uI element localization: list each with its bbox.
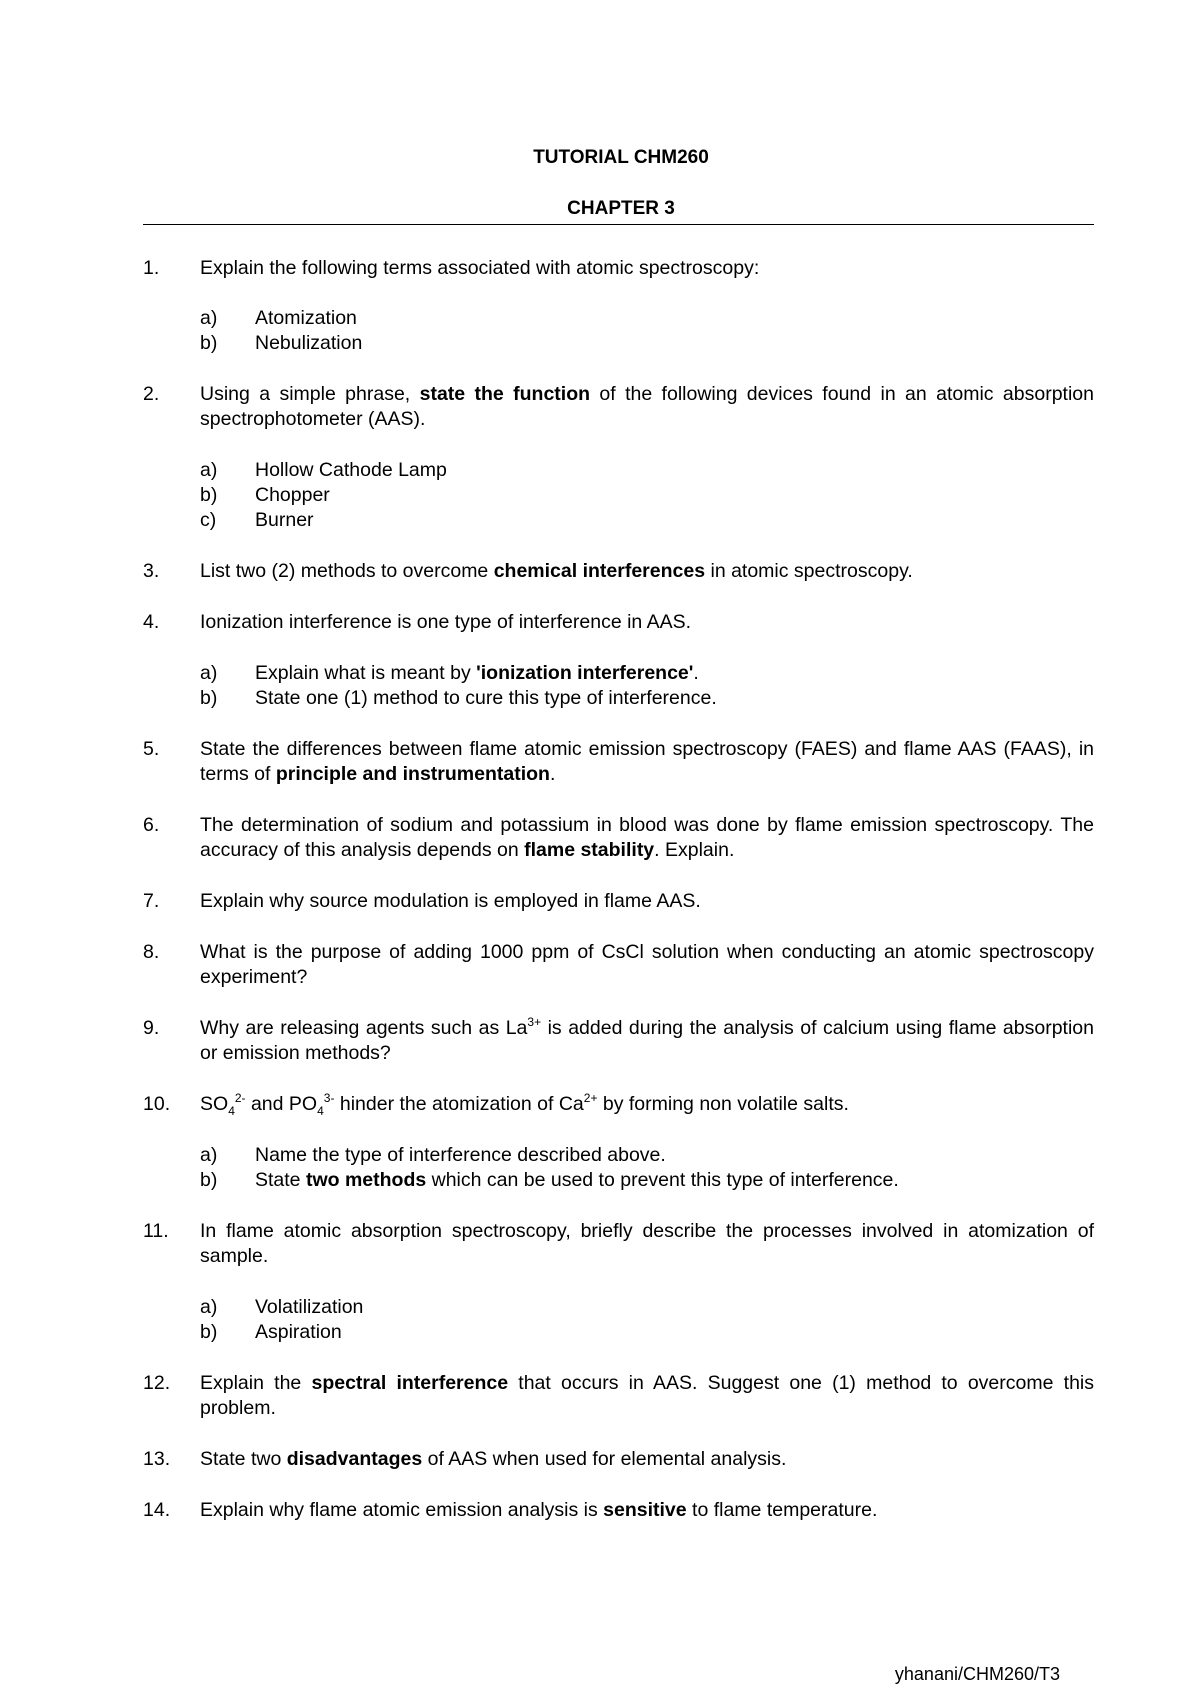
question-text: In flame atomic absorption spectroscopy, briefly describe the processes involved in atomization of sample.: [200, 1220, 1094, 1267]
question-7: [143, 889, 1094, 914]
question-text: List two (2) methods to overcome chemical interferences in atomic spectroscopy.: [200, 560, 913, 582]
part-text: Volatilization: [255, 1296, 364, 1318]
question-12: [143, 1371, 1094, 1421]
question-2-part-c: [200, 508, 1094, 533]
question-9: [143, 1016, 1094, 1066]
question-number: 11.: [143, 1220, 169, 1242]
emphasis: sensitive: [603, 1499, 687, 1521]
charge-superscript: 3+: [527, 1015, 542, 1029]
emphasis: state the function: [419, 383, 591, 405]
part-label: b): [200, 484, 218, 506]
question-1-part-b: [200, 331, 1094, 356]
question-4-part-b: [200, 686, 1094, 711]
question-number: 12.: [143, 1372, 171, 1394]
question-number: 10.: [143, 1093, 171, 1115]
question-number: 3.: [143, 560, 160, 582]
question-text: Why are releasing agents such as $La^{3+}$ is added during the analysis of calcium using flame absorption or emission methods?: [200, 1015, 1094, 1064]
part-label: b): [200, 1169, 218, 1191]
chapter-heading: CHAPTER 3: [567, 198, 675, 219]
emphasis: two methods: [305, 1169, 427, 1191]
part-label: a): [200, 459, 218, 481]
question-text: Explain why flame atomic emission analysis is sensitive to flame temperature.: [200, 1499, 878, 1521]
part-label: a): [200, 662, 218, 684]
question-text: State the differences between flame atomic emission spectroscopy (FAES) and flame AAS (FAAS), in terms of principle and instrumentation.: [200, 738, 1094, 785]
question-11: [143, 1219, 1094, 1269]
question-4-part-a: [200, 661, 1094, 686]
part-text: Nebulization: [255, 332, 363, 354]
emphasis: 'ionization interference': [476, 662, 694, 684]
part-text: State two methods which can be used to prevent this type of interference.: [255, 1169, 899, 1191]
question-11-part-b: [200, 1320, 1094, 1345]
question-text: Explain the spectral interference that occurs in AAS. Suggest one (1) method to overcome this problem.: [200, 1372, 1094, 1419]
question-text: The determination of sodium and potassium in blood was done by flame emission spectroscopy. The accuracy of this analysis depends on flame stability. Explain.: [200, 814, 1094, 861]
part-label: b): [200, 332, 218, 354]
part-text: Atomization: [255, 307, 357, 329]
question-number: 14.: [143, 1499, 171, 1521]
part-label: c): [200, 509, 217, 531]
question-1: [143, 256, 1094, 281]
question-number: 7.: [143, 890, 160, 912]
emphasis: principle and instrumentation: [275, 763, 550, 785]
question-number: 8.: [143, 941, 160, 963]
part-text: Chopper: [255, 484, 330, 506]
subscript: 4: [228, 1104, 235, 1118]
document-title: TUTORIAL CHM260: [533, 147, 709, 168]
question-4: [143, 610, 1094, 635]
question-11-part-a: [200, 1295, 1094, 1320]
question-number: 5.: [143, 738, 160, 760]
question-14: [143, 1498, 1094, 1523]
question-number: 2.: [143, 383, 160, 405]
part-label: a): [200, 1296, 218, 1318]
emphasis: chemical interferences: [493, 560, 706, 582]
charge-superscript: 2-: [234, 1091, 246, 1105]
question-text: $SO_4^{2-}$ and $PO_4^{3-}$ hinder the atomization of $Ca^{2+}$ by forming non volatile salts.: [200, 1091, 849, 1118]
question-number: 4.: [143, 611, 160, 633]
part-text: Name the type of interference described above.: [255, 1144, 666, 1166]
question-13: [143, 1447, 1094, 1472]
question-number: 6.: [143, 814, 160, 836]
part-label: a): [200, 1144, 218, 1166]
part-text: Burner: [255, 509, 314, 531]
emphasis: disadvantages: [286, 1448, 423, 1470]
question-1-part-a: [200, 306, 1094, 331]
charge-superscript: 3-: [323, 1091, 335, 1105]
question-6: [143, 813, 1094, 863]
footer-code: yhanani/CHM260/T3: [894, 1664, 1060, 1684]
question-10: [143, 1092, 1094, 1124]
question-text: Using a simple phrase, state the function of the following devices found in an atomic absorption spectrophotometer (AAS).: [200, 383, 1094, 430]
part-text: Explain what is meant by 'ionization interference'.: [255, 662, 699, 684]
question-10-part-b: [200, 1168, 1094, 1193]
question-5: [143, 737, 1094, 787]
question-3: [143, 559, 1094, 584]
question-2-part-a: [200, 458, 1094, 483]
part-label: b): [200, 687, 218, 709]
header-divider: [143, 224, 1094, 225]
question-text: Ionization interference is one type of interference in AAS.: [200, 611, 692, 633]
question-text: Explain why source modulation is employed in flame AAS.: [200, 890, 701, 912]
question-number: 13.: [143, 1448, 171, 1470]
question-text: What is the purpose of adding 1000 ppm of CsCl solution when conducting an atomic spectroscopy experiment?: [200, 941, 1094, 988]
question-number: 9.: [143, 1017, 160, 1039]
charge-superscript: 2+: [583, 1091, 598, 1105]
emphasis: spectral interference: [311, 1372, 509, 1394]
part-label: b): [200, 1321, 218, 1343]
subscript: 4: [317, 1104, 324, 1118]
emphasis: flame stability: [524, 839, 655, 861]
question-text: Explain the following terms associated with atomic spectroscopy:: [200, 257, 760, 279]
question-text: State two disadvantages of AAS when used for elemental analysis.: [200, 1448, 787, 1470]
part-text: State one (1) method to cure this type of interference.: [255, 687, 717, 709]
question-2: [143, 382, 1094, 432]
question-number: 1.: [143, 257, 160, 279]
part-label: a): [200, 307, 218, 329]
question-8: [143, 940, 1094, 990]
part-text: Hollow Cathode Lamp: [255, 459, 447, 481]
question-2-part-b: [200, 483, 1094, 508]
question-10-part-a: [200, 1143, 1094, 1168]
part-text: Aspiration: [255, 1321, 342, 1343]
